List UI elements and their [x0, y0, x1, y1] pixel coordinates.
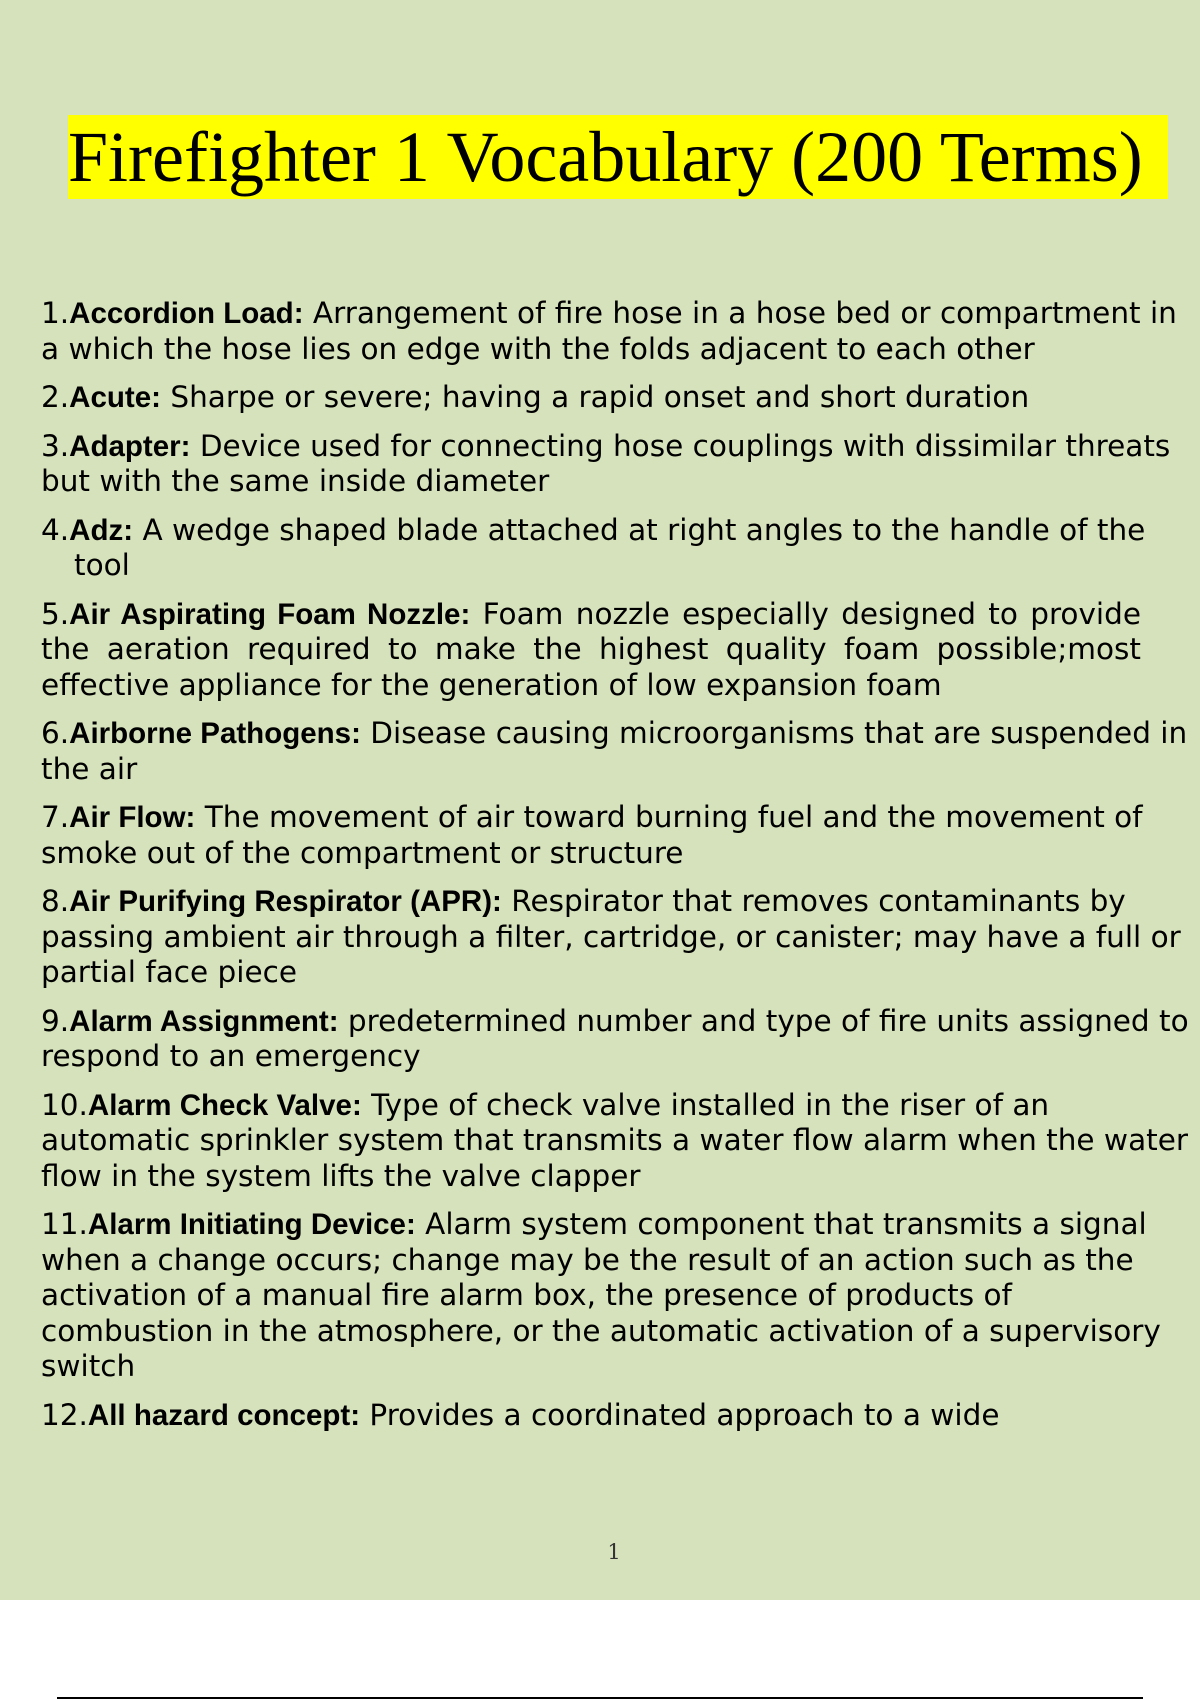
- item-number: 11.: [41, 1207, 88, 1241]
- page-title: Firefighter 1 Vocabulary (200 Terms): [68, 117, 1143, 197]
- vocabulary-item: [41, 1398, 1191, 1434]
- item-term: Air Flow:: [69, 801, 196, 834]
- item-term: Adz:: [69, 513, 134, 547]
- vocabulary-item: [41, 380, 1191, 416]
- vocabulary-item: [41, 296, 1191, 367]
- item-number: 7.: [41, 800, 70, 834]
- item-term: Accordion Load:: [69, 297, 304, 330]
- item-definition: Respirator that removes contaminants by passing ambient air through a filter, cartridge, or canister; may have a full or partial face piece: [41, 884, 1181, 989]
- item-definition: The movement of air toward burning fuel and the movement of smoke out of the compartment or structure: [41, 800, 1143, 870]
- item-definition: Type of check valve installed in the riser of an automatic sprinkler system that transmits a water flow alarm when the water flow in the system lifts the valve clapper: [41, 1087, 1188, 1193]
- vocabulary-item: [41, 1207, 1191, 1385]
- item-term: Alarm Initiating Device:: [87, 1208, 416, 1241]
- vocabulary-item: [41, 1004, 1191, 1075]
- item-number: 9.: [41, 1003, 70, 1038]
- item-number: 12.: [41, 1397, 88, 1432]
- item-term: Airborne Pathogens:: [69, 717, 361, 750]
- item-definition: Arrangement of fire hose in a hose bed or compartment in a which the hose lies on edge with the folds adjacent to each other: [41, 296, 1177, 366]
- item-number: 4.: [41, 512, 70, 547]
- vocabulary-item: [41, 800, 1191, 871]
- item-term: Air Purifying Respirator (APR):: [69, 885, 502, 918]
- item-definition: Sharpe or severe; having a rapid onset and short duration: [170, 380, 1030, 414]
- vocabulary-item: [41, 429, 1191, 500]
- item-definition: Alarm system component that transmits a signal when a change occurs; change may be the result of an action such as the activation of a manual fire alarm box, the presence of products of combustion in the atmosphere, or the automatic activation of a supervisory switch: [41, 1207, 1161, 1383]
- item-number: 6.: [41, 716, 70, 750]
- item-definition: Foam nozzle especially designed to provide the aeration required to make the highest quality foam possible;most effective appliance for the generation of low expansion foam: [41, 596, 1141, 702]
- item-definition: Disease causing microorganisms that are suspended in the air: [41, 716, 1188, 786]
- item-definition: A wedge shaped blade attached at right angles to the handle of the tool: [74, 512, 1146, 582]
- item-term: Air Aspirating Foam Nozzle:: [69, 597, 471, 631]
- item-number: 5.: [41, 596, 70, 631]
- footer-divider: [57, 1697, 1143, 1699]
- vocabulary-item: [41, 716, 1191, 787]
- item-term: Adapter:: [69, 429, 191, 463]
- page-number: 1: [607, 1540, 621, 1564]
- item-definition: Provides a coordinated approach to a wide: [369, 1397, 1000, 1432]
- item-number: 1.: [41, 296, 70, 330]
- item-term: Acute:: [69, 381, 161, 414]
- item-term: All hazard concept:: [87, 1398, 361, 1432]
- item-number: 2.: [41, 380, 70, 414]
- vocabulary-item: [41, 513, 1191, 584]
- vocabulary-list: [41, 296, 1191, 1446]
- vocabulary-item: [41, 597, 1141, 704]
- item-definition: Device used for connecting hose couplings with dissimilar threats but with the same inside diameter: [41, 428, 1171, 498]
- title-highlight: [68, 115, 1168, 199]
- item-term: Alarm Check Valve:: [87, 1088, 362, 1122]
- item-term: Alarm Assignment:: [69, 1004, 339, 1038]
- vocabulary-item: [41, 884, 1191, 991]
- vocabulary-item: [41, 1088, 1191, 1195]
- item-definition: predetermined number and type of fire units assigned to respond to an emergency: [41, 1003, 1189, 1073]
- item-number: 3.: [41, 428, 70, 463]
- item-number: 8.: [41, 884, 70, 918]
- item-number: 10.: [41, 1087, 88, 1122]
